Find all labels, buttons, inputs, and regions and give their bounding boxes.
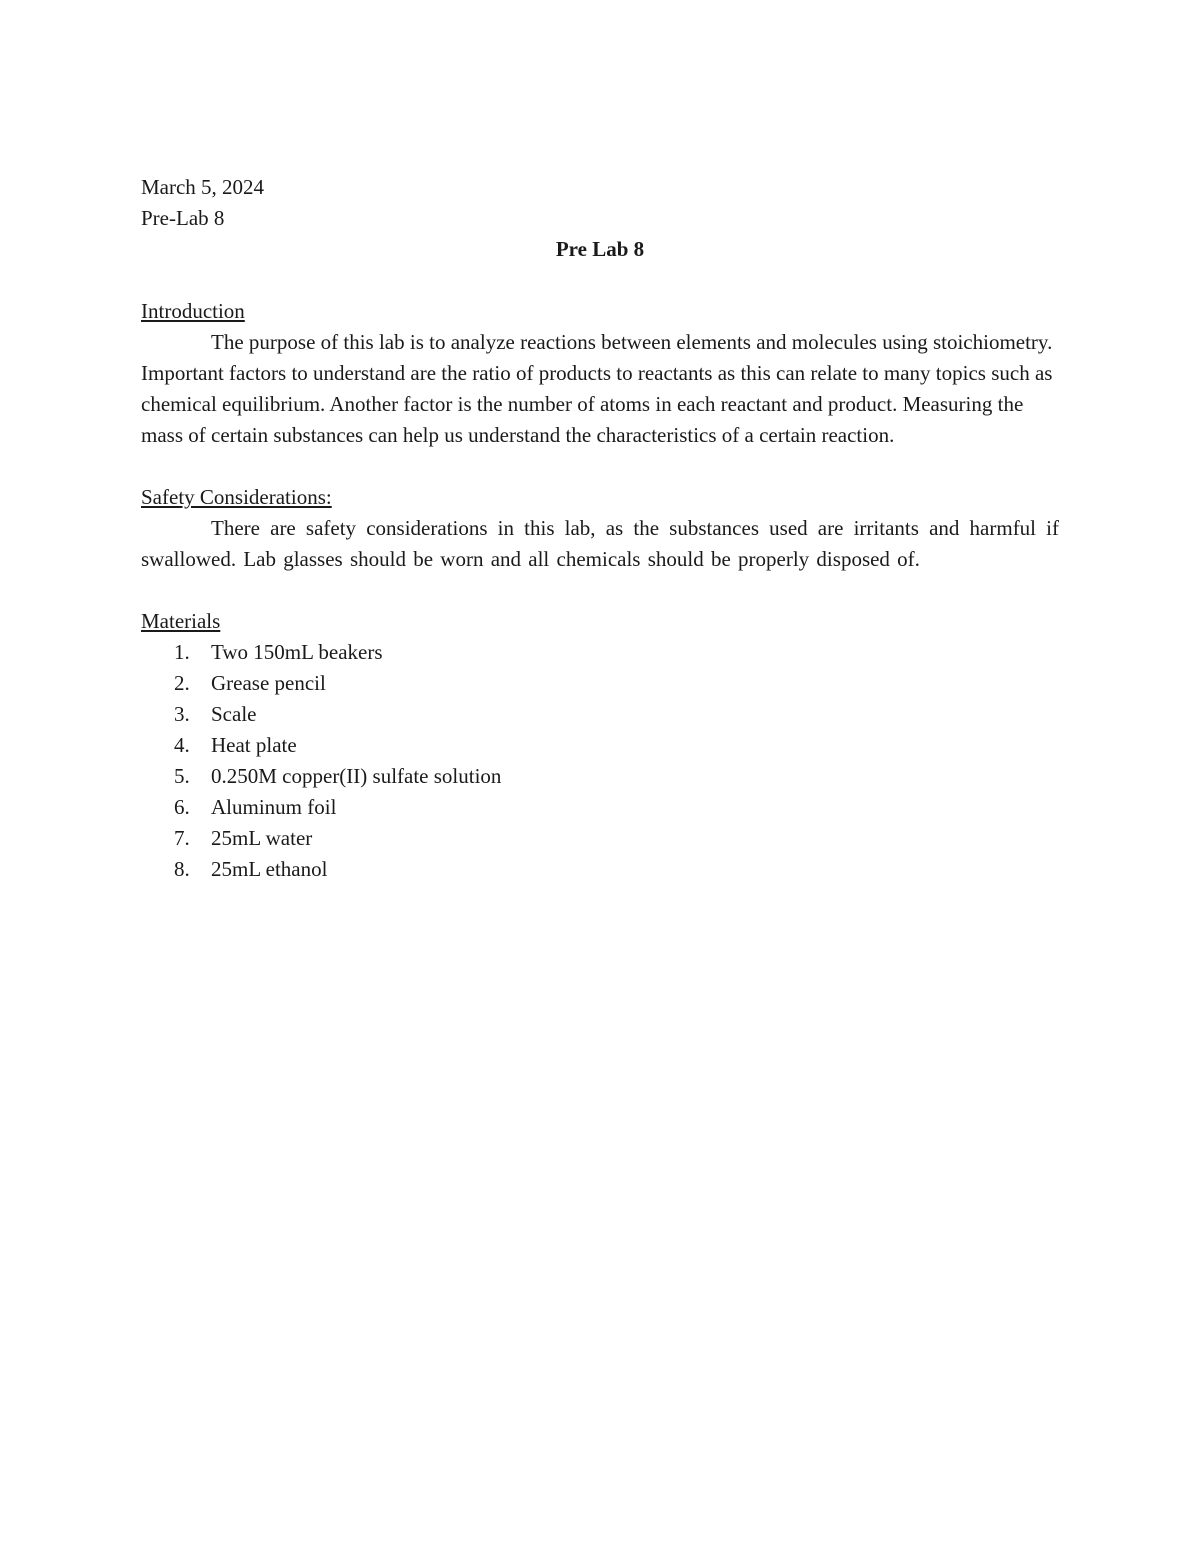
materials-heading: Materials (141, 609, 221, 633)
list-number: 8. (174, 857, 190, 881)
list-number: 2. (174, 671, 190, 695)
document-title: Pre Lab 8 (555, 237, 645, 261)
materials-list (141, 637, 1059, 885)
list-item (141, 699, 1059, 730)
list-text: Scale (211, 702, 257, 726)
safety-text: There are safety considerations in this lab, as the substances used are irritants and harmful if swallowed. Lab glasses should be worn and all chemicals should be properly disposed of. (141, 516, 1059, 571)
list-item (141, 637, 1059, 668)
spacer (141, 451, 1059, 482)
spacer (141, 575, 1059, 606)
safety-paragraph (141, 513, 1059, 575)
list-text: 25mL ethanol (211, 857, 328, 881)
list-item (141, 792, 1059, 823)
list-text: Grease pencil (211, 671, 326, 695)
list-item (141, 823, 1059, 854)
list-number: 5. (174, 764, 190, 788)
document-page (141, 172, 1059, 885)
list-text: 0.250M copper(II) sulfate solution (211, 764, 502, 788)
introduction-paragraph (141, 327, 1059, 451)
introduction-heading: Introduction (141, 299, 245, 323)
prelab-label: Pre-Lab 8 (141, 206, 225, 230)
spacer (141, 265, 1059, 296)
list-number: 3. (174, 702, 190, 726)
introduction-text: The purpose of this lab is to analyze reactions between elements and molecules using stoichiometry. Important factors to understand are the ratio of products to reactants as this can relate to many topics such as chemical equilibrium. Another factor is the number of atoms in each reactant and product. Measuring the mass of certain substances can help us understand the characteristics of a certain reaction. (141, 330, 1053, 447)
list-text: 25mL water (211, 826, 313, 850)
list-item (141, 668, 1059, 699)
list-number: 1. (174, 640, 190, 664)
date-line: March 5, 2024 (141, 175, 265, 199)
safety-heading: Safety Considerations: (141, 485, 332, 509)
list-number: 4. (174, 733, 190, 757)
list-text: Aluminum foil (211, 795, 337, 819)
list-item (141, 730, 1059, 761)
list-text: Two 150mL beakers (211, 640, 383, 664)
list-number: 6. (174, 795, 190, 819)
list-number: 7. (174, 826, 190, 850)
list-item (141, 854, 1059, 885)
list-text: Heat plate (211, 733, 297, 757)
list-item (141, 761, 1059, 792)
